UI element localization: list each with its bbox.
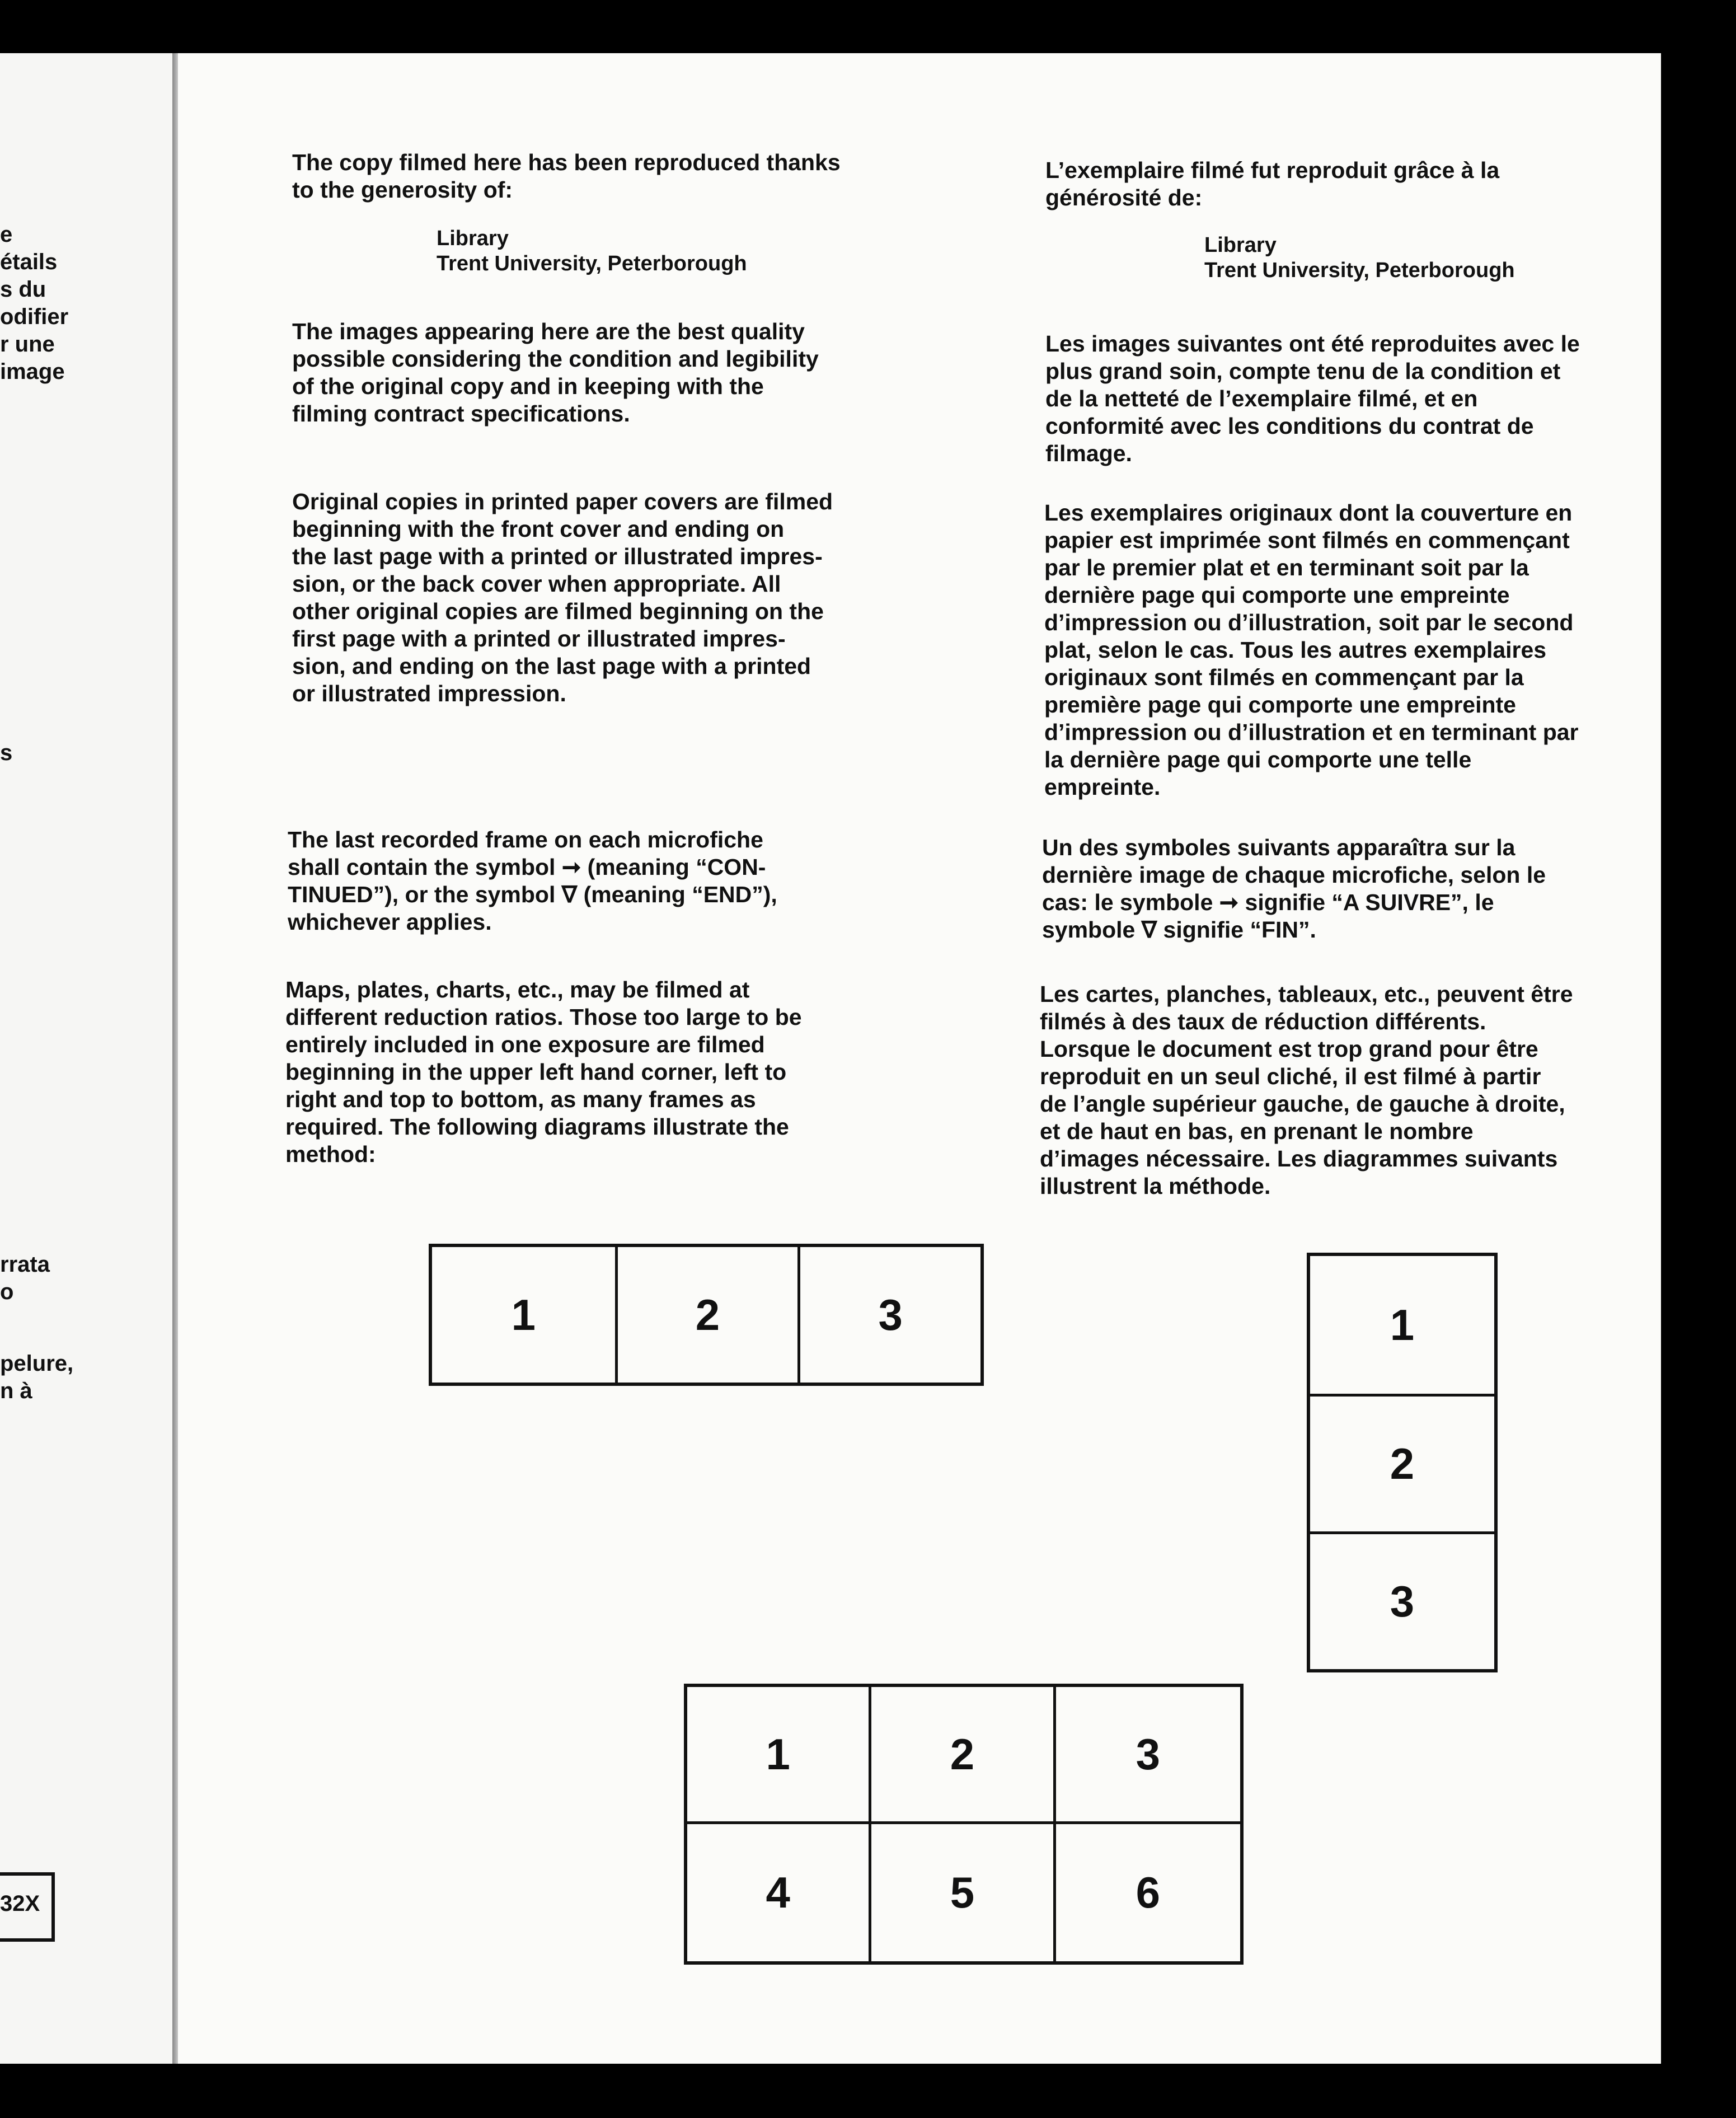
frame-cell: 3 [797, 1247, 980, 1383]
frame-cell: 2 [615, 1247, 798, 1383]
frame-cell: 5 [871, 1824, 1055, 1961]
frame-cell: 2 [1310, 1394, 1494, 1531]
french-intro: L’exemplaire filmé fut reproduit grâce à la générosité de: [1045, 157, 1500, 210]
english-paragraph: The images appearing here are the best quality possible considering the condition and legibility of the original copy and in keeping with the filming contract specifications. [292, 318, 819, 427]
french-paragraph: Les cartes, planches, tableaux, etc., peuvent être filmés à des taux de réduction différents. Lorsque le document est trop grand pour être reproduit en un seul cliché, il est filmé à partir de l’angle supérieur gauche, de gauche à droite, et de haut en bas, en prenant le nombre d’images nécessaire. Les diagrammes suivants illustrent la méthode. [1040, 981, 1573, 1199]
left-fragment: odifier [0, 304, 69, 329]
frame-cell: 2 [871, 1687, 1055, 1824]
left-fragment: r une [0, 332, 55, 357]
english-paragraph: The last recorded frame on each microfiche shall contain the symbol ➞ (meaning “CON- TINUED”), or the symbol ∇ (meaning “END”), whichever applies. [288, 827, 777, 935]
frame-cell: 1 [1390, 1300, 1415, 1349]
left-fragment: e [0, 222, 13, 247]
size-label: 32X [0, 1891, 40, 1916]
previous-page-edge [0, 53, 173, 2064]
frame-cell: 1 [687, 1687, 871, 1824]
english-credit: Library Trent University, Peterborough [437, 227, 747, 275]
left-fragment: o [0, 1280, 14, 1304]
left-fragment: rrata [0, 1252, 50, 1277]
french-paragraph: Un des symboles suivants apparaîtra sur la dernière image de chaque microfiche, selon le cas: le symbole ➞ signifie “A SUIVRE”, le symbole ∇ signifie “FIN”. [1042, 835, 1546, 943]
frame-cell: 3 [1310, 1531, 1494, 1669]
frame-cell: 1 [511, 1290, 536, 1339]
vertical-frame-diagram [1307, 1253, 1498, 1672]
left-fragment: image [0, 359, 65, 384]
english-intro: The copy filmed here has been reproduced thanks to the generosity of: [292, 149, 841, 203]
french-paragraph: Les exemplaires originaux dont la couverture en papier est imprimée sont filmés en commençant par le premier plat et en terminant soit par la dernière page qui comporte une empreinte d’impression ou d’illustration, soit par le second plat, selon le cas. Tous les autres exemplaires originaux sont filmés en commençant par la première page qui comporte une empreinte d’impression ou d’illustration et en terminant par la dernière page qui comporte une telle empreinte. [1044, 500, 1579, 800]
left-fragment: étails [0, 250, 58, 274]
left-fragment: s du [0, 277, 46, 302]
left-fragment: n à [0, 1379, 32, 1403]
english-paragraph: Original copies in printed paper covers are filmed beginning with the front cover and ending on the last page with a printed or illustrated impres- sion, or the back cover when appropriate. All other original copies are filmed beginning on the first page with a printed or illustrated impres- sion, and ending on the last page with a printed or illustrated impression. [292, 489, 833, 706]
french-credit: Library Trent University, Peterborough [1204, 233, 1515, 282]
frame-cell: 6 [1136, 1868, 1161, 1917]
frame-cell: 4 [687, 1824, 871, 1961]
frame-cell: 3 [1056, 1687, 1240, 1824]
matrix-frame-diagram [684, 1684, 1244, 1965]
french-paragraph: Les images suivantes ont été reproduites avec le plus grand soin, compte tenu de la condition et de la netteté de l’exemplaire filmé, et en conformité avec les conditions du contrat de filmage. [1045, 331, 1580, 466]
horizontal-frame-diagram [429, 1244, 984, 1386]
left-fragment: s [0, 741, 13, 765]
left-fragment: pelure, [0, 1351, 74, 1376]
english-paragraph: Maps, plates, charts, etc., may be filmed at different reduction ratios. Those too large to be entirely included in one exposure are filmed beginning in the upper left hand corner, left to right and top to bottom, as many frames as required. The following diagrams illustrate the method: [285, 977, 802, 1167]
